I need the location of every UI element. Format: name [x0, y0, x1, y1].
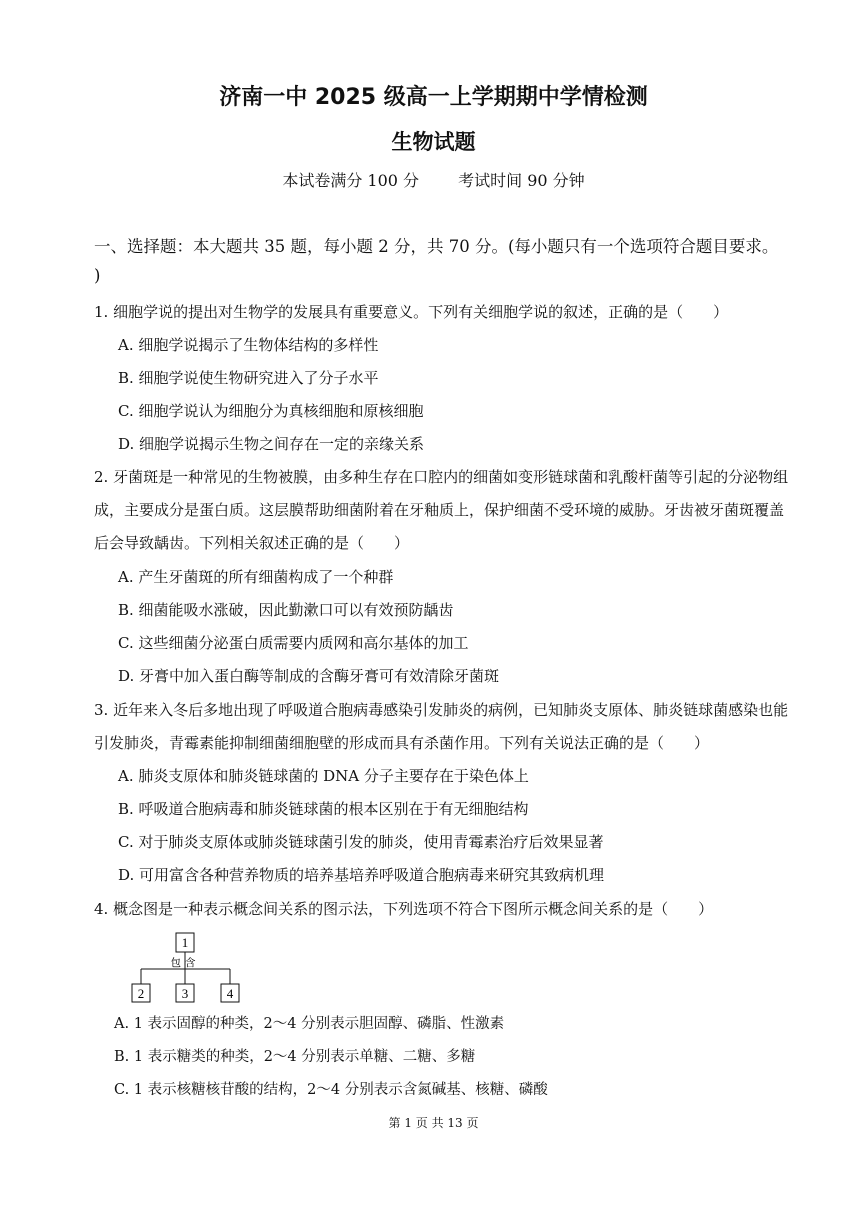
concept-diagram — [128, 930, 248, 1006]
section-heading: 一、选择题：本大题共 35 题，每小题 2 分，共 70 分。(每小题只有一个选项符合题目要求。 — [94, 237, 779, 256]
exam-subtitle: 生物试题 — [391, 130, 476, 154]
question-4-option-c: C. 1 表示核糖核苷酸的结构，2～4 分别表示含氮碱基、核糖、磷酸 — [114, 1082, 548, 1098]
question-1-option-d: D. 细胞学说揭示生物之间存在一定的亲缘关系 — [118, 435, 425, 453]
page-footer: 第 1 页 共 13 页 — [388, 1116, 479, 1130]
question-4-option-a: A. 1 表示固醇的种类，2～4 分别表示胆固醇、磷脂、性激素 — [114, 1016, 505, 1032]
diagram-label-child: 4 — [226, 986, 234, 1001]
question-1-stem: 1. 细胞学说的提出对生物学的发展具有重要意义。下列有关细胞学说的叙述，正确的是（ ） — [94, 303, 729, 321]
exam-title: 济南一中 2025 级高一上学期期中学情检测 — [219, 85, 648, 110]
question-2-option-b: B. 细菌能吸水涨破，因此勤漱口可以有效预防龋齿 — [118, 601, 454, 619]
score-info: 本试卷满分 100 分 — [282, 171, 420, 190]
question-3-option-a: A. 肺炎支原体和肺炎链球菌的 DNA 分子主要存在于染色体上 — [118, 767, 529, 785]
diagram-label-top: 1 — [181, 935, 189, 950]
question-3-option-c: C. 对于肺炎支原体或肺炎链球菌引发的肺炎，使用青霉素治疗后效果显著 — [118, 833, 604, 851]
question-4-stem: 4. 概念图是一种表示概念间关系的图示法，下列选项不符合下图所示概念间关系的是（ ） — [94, 900, 714, 918]
diagram-label-child: 2 — [137, 986, 145, 1001]
question-3-stem-line-1: 3. 近年来入冬后多地出现了呼吸道合胞病毒感染引发肺炎的病例，已知肺炎支原体、肺炎链球菌感染也能 — [94, 701, 789, 719]
diagram-relation-label: 包含 — [170, 957, 200, 969]
question-2-option-a: A. 产生牙菌斑的所有细菌构成了一个种群 — [118, 568, 394, 586]
question-1-option-b: B. 细胞学说使生物研究进入了分子水平 — [118, 369, 379, 387]
question-1-option-c: C. 细胞学说认为细胞分为真核细胞和原核细胞 — [118, 402, 424, 420]
question-2-option-d: D. 牙膏中加入蛋白酶等制成的含酶牙膏可有效清除牙菌斑 — [118, 667, 500, 685]
time-info: 考试时间 90 分钟 — [458, 171, 585, 190]
exam-info — [0, 168, 867, 191]
question-3-option-b: B. 呼吸道合胞病毒和肺炎链球菌的根本区别在于有无细胞结构 — [118, 800, 529, 818]
question-2-stem-line-3: 后会导致龋齿。下列相关叙述正确的是（ ） — [94, 534, 410, 552]
diagram-label-child: 3 — [181, 986, 189, 1001]
question-3-stem-line-2: 引发肺炎，青霉素能抑制细菌细胞壁的形成而具有杀菌作用。下列有关说法正确的是（ ） — [94, 734, 710, 752]
question-3-option-d: D. 可用富含各种营养物质的培养基培养呼吸道合胞病毒来研究其致病机理 — [118, 866, 605, 884]
question-2-option-c: C. 这些细菌分泌蛋白质需要内质网和高尔基体的加工 — [118, 634, 469, 652]
question-4-option-b: B. 1 表示糖类的种类，2～4 分别表示单糖、二糖、多糖 — [114, 1049, 476, 1065]
section-heading-cont: ) — [94, 266, 101, 285]
question-2-stem-line-1: 2. 牙菌斑是一种常见的生物被膜，由多种生存在口腔内的细菌如变形链球菌和乳酸杆菌等引起的分泌物组 — [94, 468, 789, 486]
question-1-option-a: A. 细胞学说揭示了生物体结构的多样性 — [118, 336, 379, 354]
question-2-stem-line-2: 成，主要成分是蛋白质。这层膜帮助细菌附着在牙釉质上，保护细菌不受环境的威胁。牙齿被牙菌斑覆盖 — [94, 501, 785, 519]
